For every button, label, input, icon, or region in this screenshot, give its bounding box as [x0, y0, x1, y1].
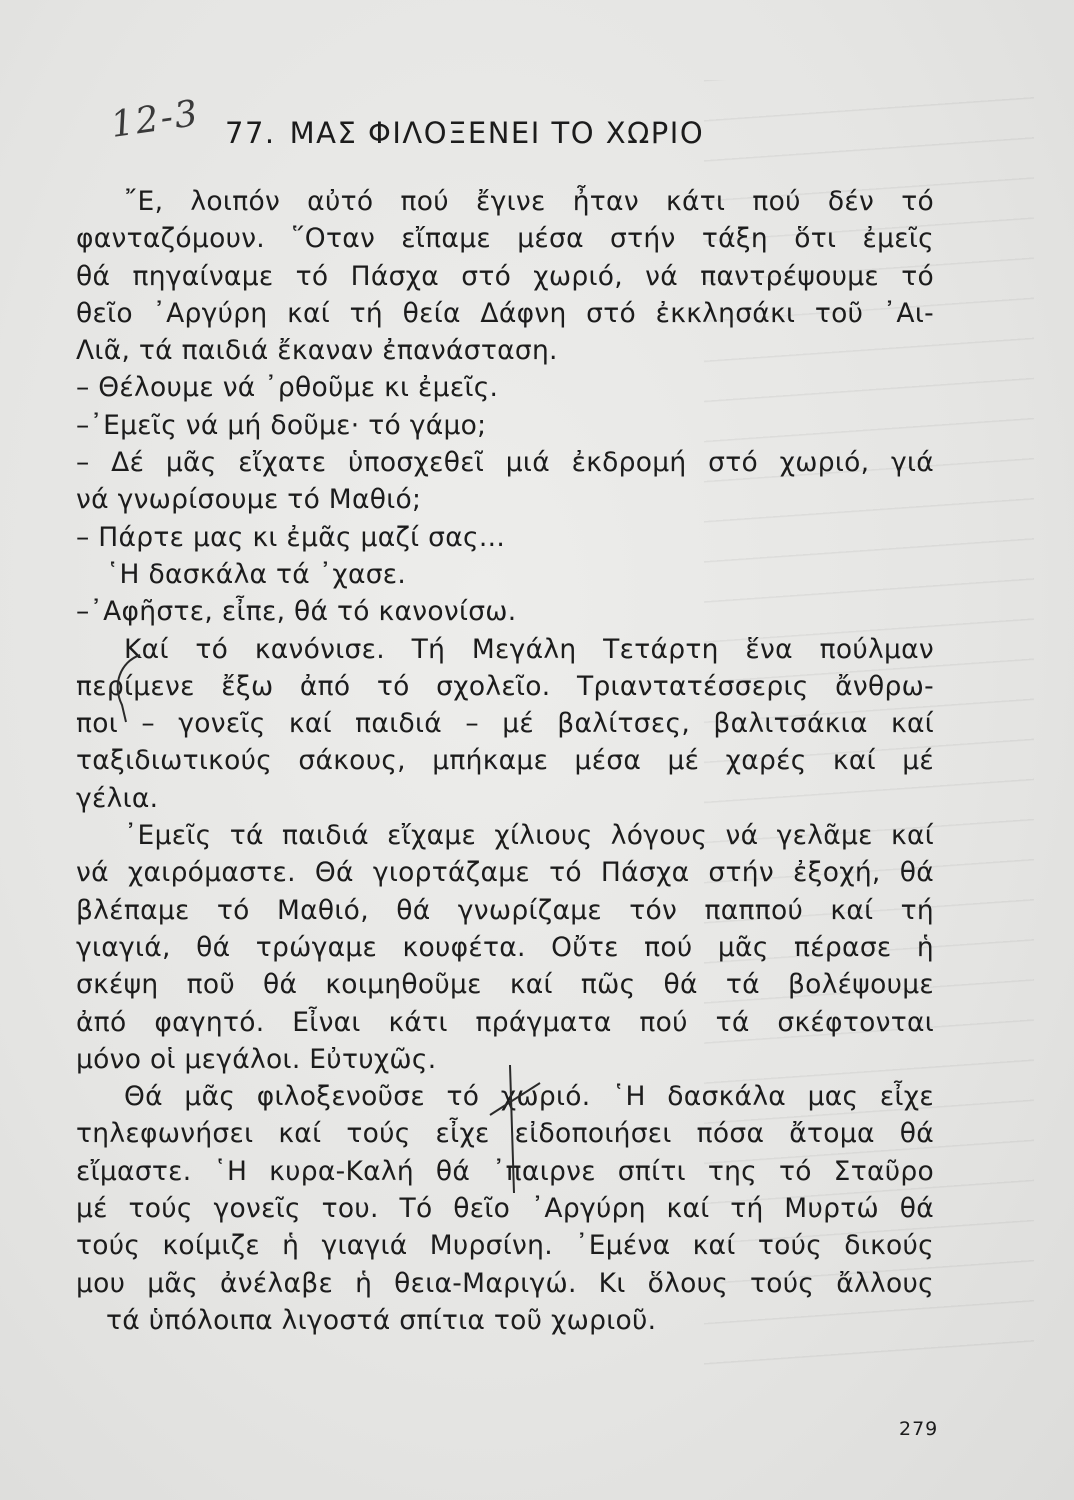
text-line: βλέπαμε τό Μαθιό, θά γνωρίζαμε τόν παππού καί τή [76, 894, 934, 926]
page-number: 279 [899, 1418, 939, 1440]
text-line: Θά μᾶς φιλοξενοῦσε τό χωριό. ῾Η δασκάλα μας εἶχε [124, 1081, 934, 1113]
text-line: γέλια. [76, 782, 159, 814]
text-line: μέ τούς γονεῖς του. Τό θεῖο ᾿Αργύρη καί τή Μυρτώ θά [76, 1193, 934, 1225]
chapter-number: 77. [225, 116, 276, 150]
text-line: ᾿Εμεῖς τά παιδιά εἴχαμε χίλιους λόγους νά γελᾶμε καί [124, 820, 934, 852]
chapter-title-text: ΜΑΣ ΦΙΛΟΞΕΝΕΙ ΤΟ ΧΩΡΙΟ [289, 116, 705, 150]
text-line: Καί τό κανόνισε. Τή Μεγάλη Τετάρτη ἕνα πούλμαν [124, 633, 934, 665]
chapter-title [225, 116, 704, 150]
handwritten-note: 12-3 [108, 92, 203, 146]
dialogue-line: – Θέλουμε νά ᾿ρθοῦμε κι ἐμεῖς. [76, 372, 499, 404]
text-line: ποι – γονεῖς καί παιδιά – μέ βαλίτσες, βαλιτσάκια καί [76, 708, 934, 740]
text-line: τά ὑπόλοιπα λιγοστά σπίτια τοῦ χωριοῦ. [106, 1304, 657, 1336]
text-line: τηλεφωνήσει καί τούς εἶχε εἰδοποιήσει πόσα ἄτομα θά [76, 1118, 934, 1150]
text-line: ἀπό φαγητό. Εἶναι κάτι πράγματα πού τά σκέφτονται [76, 1006, 934, 1038]
text-line: εἴμαστε. ῾Η κυρα-Καλή θά ᾿παιρνε σπίτι της τό Σταῦρο [76, 1155, 934, 1187]
dialogue-line: –᾿Εμεῖς νά μή δοῦμε· τό γάμο; [76, 409, 487, 441]
dialogue-line: – Δέ μᾶς εἴχατε ὑποσχεθεῖ μιά ἐκδρομή στό χωριό, γιά [76, 447, 934, 479]
text-line: Λιᾶ, τά παιδιά ἔκαναν ἐπανάσταση. [76, 335, 558, 367]
text-line: τούς κοίμιζε ἡ γιαγιά Μυρσίνη. ᾿Εμένα καί τούς δικούς [76, 1230, 934, 1262]
text-line: μου μᾶς ἀνέλαβε ἡ θεια-Μαριγώ. Κι ὅλους τούς ἄλλους [76, 1267, 934, 1299]
text-line: περίμενε ἔξω ἀπό τό σχολεῖο. Τριαντατέσσερις ἄνθρω- [76, 670, 934, 702]
text-line: θεῖο ᾿Αργύρη καί τή θεία Δάφνη στό ἐκκλησάκι τοῦ ᾿Αι- [76, 297, 934, 329]
text-line: νά γνωρίσουμε τό Μαθιό; [76, 484, 422, 516]
text-line: μόνο οἱ μεγάλοι. Εὐτυχῶς. [76, 1043, 437, 1075]
dialogue-line: –᾿Αφῆστε, εἶπε, θά τό κανονίσω. [76, 596, 517, 628]
text-line: φανταζόμουν. ῞Οταν εἴπαμε μέσα στήν τάξη ὅτι ἐμεῖς [76, 223, 934, 255]
text-line: ῾Η δασκάλα τά ᾿χασε. [106, 558, 407, 590]
text-line: θά πηγαίναμε τό Πάσχα στό χωριό, νά παντρέψουμε τό [76, 260, 934, 292]
chapter-body [76, 183, 934, 1339]
dialogue-line: – Πάρτε μας κι ἐμᾶς μαζί σας... [76, 521, 506, 553]
text-line: σκέψη ποῦ θά κοιμηθοῦμε καί πῶς θά τά βολέψουμε [76, 969, 934, 1001]
text-line: νά χαιρόμαστε. Θά γιορτάζαμε τό Πάσχα στήν ἐξοχή, θά [76, 857, 934, 889]
text-line: γιαγιά, θά τρώγαμε κουφέτα. Οὔτε πού μᾶς πέρασε ἡ [76, 931, 934, 963]
text-line: ταξιδιωτικούς σάκους, μπήκαμε μέσα μέ χαρές καί μέ [76, 745, 934, 777]
text-line: ῎Ε, λοιπόν αὐτό πού ἔγινε ἦταν κάτι πού δέν τό [124, 186, 934, 217]
